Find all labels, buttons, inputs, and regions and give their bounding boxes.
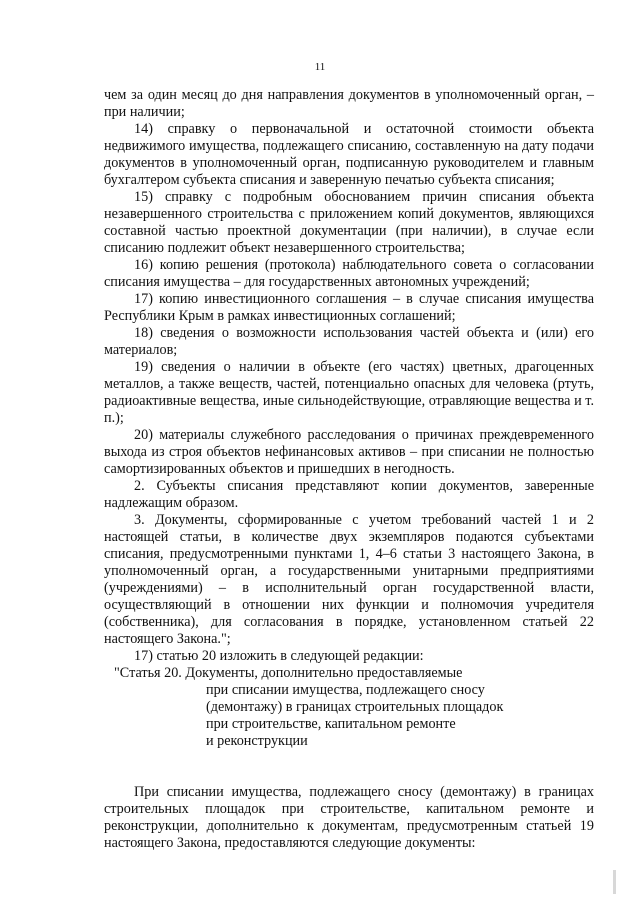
paragraph-continuation: чем за один месяц до дня направления документов в уполномоченный орган, – при наличии; xyxy=(104,87,594,120)
paragraph-item-14: 14) справку о первоначальной и остаточной стоимости объекта недвижимого имущества, подлежащего списанию, составленную на дату подачи документов в уполномоченный орган, подписанную руководителем и главным бухгалтером субъекта списания и заверенную печатью субъекта списания; xyxy=(104,121,594,188)
paragraph-amendment-17: 17) статью 20 изложить в следующей редакции: xyxy=(134,648,424,664)
document-body xyxy=(104,87,594,852)
paragraph-article-20-body: При списании имущества, подлежащего сносу (демонтажу) в границах строительных площадок при строительстве, капитальном ремонте и реконструкции, дополнительно к документам, предусмотренным статьей 19 настоящего Закона, предоставляются следующие документы: xyxy=(104,784,594,851)
article-heading-line: при строительстве, капитальном ремонте xyxy=(206,716,456,732)
paragraph-item-17: 17) копию инвестиционного соглашения – в случае списания имущества Республики Крым в рамках инвестиционных соглашений; xyxy=(104,291,594,324)
article-heading-line: (демонтажу) в границах строительных площадок xyxy=(206,699,504,715)
scan-artifact xyxy=(613,870,616,894)
article-heading-line: "Статья 20. Документы, дополнительно предоставляемые xyxy=(114,665,463,681)
paragraph-item-19: 19) сведения о наличии в объекте (его частях) цветных, драгоценных металлов, а также веществ, частей, потенциально опасных для человека (ртуть, радиоактивные вещества, иные сильнодействующие, отравляющие вещества и т. п.); xyxy=(104,359,594,426)
article-heading-line: при списании имущества, подлежащего сносу xyxy=(206,682,485,698)
article-heading-line: и реконструкции xyxy=(206,733,308,749)
article-heading xyxy=(104,665,594,750)
paragraph-item-18: 18) сведения о возможности использования частей объекта и (или) его материалов; xyxy=(104,325,594,358)
paragraph-item-20: 20) материалы служебного расследования о причинах преждевременного выхода из строя объектов нефинансовых активов – при списании не полностью самортизированных объектов и пришедших в негодность. xyxy=(104,427,594,477)
paragraph-item-15: 15) справку с подробным обоснованием причин списания объекта незавершенного строительства с приложением копий документов, являющихся составной частью проектной документации (при наличии), в случае если списанию подлежит объект незавершенного строительства; xyxy=(104,189,594,256)
paragraph-part-2: 2. Субъекты списания представляют копии документов, заверенные надлежащим образом. xyxy=(104,478,594,511)
page-number: 11 xyxy=(314,61,326,73)
blank-space xyxy=(104,750,594,784)
paragraph-part-3: 3. Документы, сформированные с учетом требований частей 1 и 2 настоящей статьи, в количестве двух экземпляров подаются субъектами списания, предусмотренными пунктами 1, 4–6 статьи 3 настоящего Закона, в уполномоченный орган, а государственными унитарными предприятиями (учреждениями) – в исполнительный орган государственной власти, осуществляющий в отношении них функции и полномочия учредителя (собственника), для согласования в порядке, установленном статьей 22 настоящего Закона."; xyxy=(104,512,594,647)
paragraph-item-16: 16) копию решения (протокола) наблюдательного совета о согласовании списания имущества – для государственных автономных учреждений; xyxy=(104,257,594,290)
